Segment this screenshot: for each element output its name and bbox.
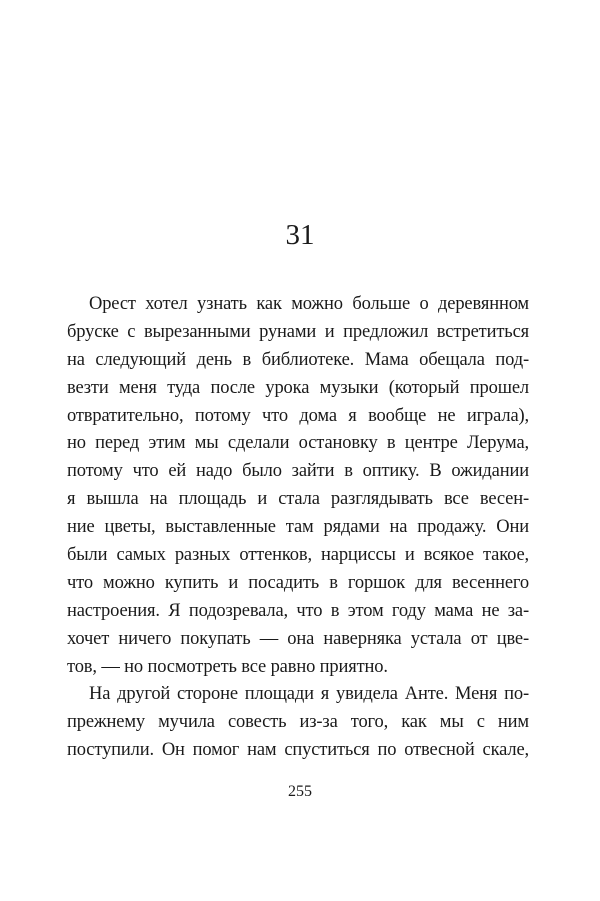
text-line: прежнему мучила совесть из-за того, как мы с ним bbox=[67, 712, 529, 733]
chapter-number: 31 bbox=[285, 219, 315, 251]
text-line: но перед этим мы сделали остановку в центре Лерума, bbox=[67, 433, 529, 454]
text-line: бруске с вырезанными рунами и предложил встретиться bbox=[67, 321, 529, 342]
body-text bbox=[67, 291, 529, 765]
text-line: отвратительно, потому что дома я вообще не играла), bbox=[67, 405, 529, 426]
text-line: что можно купить и посадить в горшок для весеннего bbox=[67, 572, 529, 593]
text-line: ние цветы, выставленные там рядами на продажу. Они bbox=[67, 517, 529, 538]
page-number: 255 bbox=[288, 783, 312, 800]
text-line: были самых разных оттенков, нарциссы и всякое такое, bbox=[67, 545, 529, 566]
paragraph-1 bbox=[67, 291, 529, 681]
text-line: Орест хотел узнать как можно больше о деревянном bbox=[89, 294, 529, 314]
text-line: поступили. Он помог нам спуститься по отвесной скале, bbox=[67, 740, 529, 761]
paragraph-2 bbox=[67, 681, 529, 765]
text-line: тов, — но посмотреть все равно приятно. bbox=[67, 656, 388, 677]
text-line: На другой стороне площади я увидела Анте. Меня по- bbox=[89, 684, 529, 705]
text-line: хочет ничего покупать — она наверняка устала от цве- bbox=[67, 628, 529, 649]
text-line: везти меня туда после урока музыки (который прошел bbox=[67, 377, 529, 398]
text-line: на следующий день в библиотеке. Мама обещала под- bbox=[67, 349, 529, 370]
text-line: потому что ей надо было зайти в оптику. В ожидании bbox=[67, 461, 529, 482]
text-line: настроения. Я подозревала, что в этом году мама не за- bbox=[67, 600, 529, 621]
text-line: я вышла на площадь и стала разглядывать все весен- bbox=[67, 489, 529, 510]
